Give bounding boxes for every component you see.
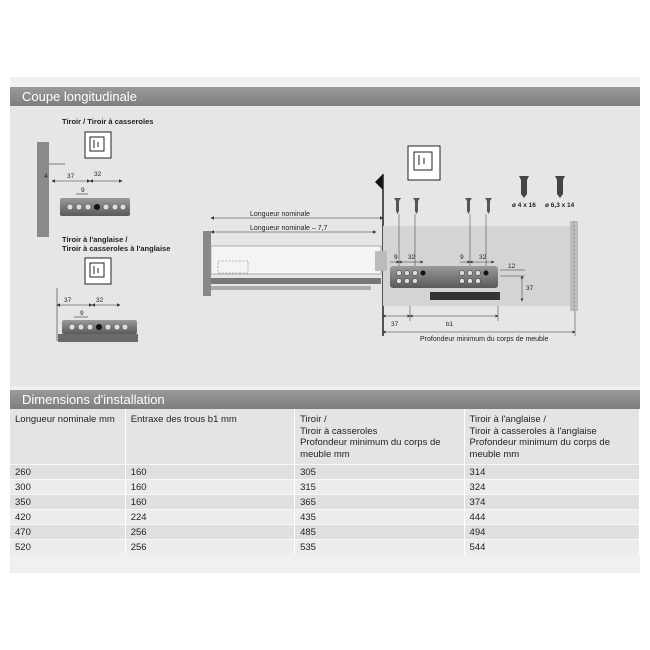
installation-table	[10, 409, 640, 554]
label-longueur-nominale: Longueur nominale	[250, 211, 310, 218]
dim-12: 12	[508, 263, 516, 270]
header-line: Profondeur minimum du corps de	[300, 437, 441, 448]
drawing-svg	[10, 106, 640, 386]
header-line: Profondeur minimum du corps de	[469, 437, 610, 448]
drawer-side	[211, 246, 381, 274]
header-line: Tiroir à l'anglaise /	[469, 414, 546, 425]
column-header-longueur	[10, 409, 125, 465]
cabinet-bracket	[390, 266, 498, 288]
table-cell: 160	[125, 495, 294, 510]
screw-icon	[394, 198, 492, 214]
table-row	[10, 480, 640, 495]
table-cell: 315	[295, 480, 464, 495]
label-longueur-nominale-77: Longueur nominale – 7,7	[250, 225, 328, 232]
table-cell: 160	[125, 465, 294, 480]
label-tiroir: Tiroir / Tiroir à casseroles	[62, 117, 154, 126]
label-anglaise-2: Tiroir à casseroles à l'anglaise	[62, 244, 171, 253]
dim-b1: b1	[446, 321, 454, 328]
header-line: meuble mm	[300, 448, 350, 460]
header-line: Entraxe des trous b1 mm	[130, 414, 237, 425]
dim-37-main-v: 37	[526, 285, 534, 292]
table-cell: 435	[295, 510, 464, 525]
table-header-row	[10, 409, 640, 465]
table-cell: 365	[295, 495, 464, 510]
section-title: Dimensions d'installation	[22, 392, 165, 407]
dim-32-main-b: 32	[479, 254, 487, 261]
label-anglaise-1: Tiroir à l'anglaise /	[62, 235, 128, 244]
table-cell: 420	[10, 510, 125, 525]
table-row	[10, 525, 640, 540]
side-panel	[37, 142, 49, 237]
table-cell: 160	[125, 480, 294, 495]
table-cell: 535	[295, 540, 464, 555]
column-header-tiroir	[295, 409, 464, 465]
table-cell: 470	[10, 525, 125, 540]
dim-9-a: 9	[81, 187, 85, 194]
column-header-anglaise	[464, 409, 639, 465]
table-cell: 444	[464, 510, 639, 525]
screw-icon	[519, 176, 565, 198]
dim-9-main: 9	[394, 254, 398, 261]
table-cell: 485	[295, 525, 464, 540]
label-profondeur: Profondeur minimum du corps de meuble	[420, 336, 549, 343]
column-header-entraxe	[125, 409, 294, 465]
cabinet-icon-main	[408, 146, 440, 180]
dim-9-main-b: 9	[460, 254, 464, 261]
dim-32-b: 32	[96, 297, 104, 304]
section-header-longitudinal	[10, 87, 640, 106]
screw-size-2: ø 6,3 x 14	[545, 202, 575, 209]
dim-4: 4	[44, 173, 48, 180]
table-cell: 314	[464, 465, 639, 480]
dim-32-main-a: 32	[408, 254, 416, 261]
section-title: Coupe longitudinale	[22, 89, 137, 104]
screw-size-1: ø 4 x 16	[512, 202, 536, 209]
header-line: Longueur nominale mm	[15, 414, 115, 425]
table-cell: 256	[125, 540, 294, 555]
dim-37-a: 37	[67, 173, 75, 180]
cabinet-icon	[85, 132, 111, 158]
header-line: Tiroir à casseroles à l'anglaise	[469, 425, 597, 437]
table-cell: 224	[125, 510, 294, 525]
table-cell: 374	[464, 495, 639, 510]
drawer-front	[203, 231, 211, 296]
technical-drawing	[10, 106, 640, 386]
table-cell: 520	[10, 540, 125, 555]
dim-37-b: 37	[64, 297, 72, 304]
table-cell: 324	[464, 480, 639, 495]
table-row	[10, 540, 640, 555]
table-row	[10, 510, 640, 525]
cabinet-icon	[85, 258, 111, 284]
header-line: Tiroir à casseroles	[300, 425, 378, 437]
runner-rail	[211, 278, 381, 284]
table-row	[10, 465, 640, 480]
table-cell: 260	[10, 465, 125, 480]
table-cell: 544	[464, 540, 639, 555]
dim-9-b: 9	[80, 310, 84, 317]
table-cell: 305	[295, 465, 464, 480]
header-line: meuble mm	[469, 448, 520, 460]
table-cell: 256	[125, 525, 294, 540]
dim-32-a: 32	[94, 171, 102, 178]
table-cell: 300	[10, 480, 125, 495]
table-cell: 350	[10, 495, 125, 510]
direction-arrow	[375, 174, 383, 190]
table-row	[10, 495, 640, 510]
dim-37-main-h: 37	[391, 321, 399, 328]
header-line: Tiroir /	[300, 414, 327, 425]
table-cell: 494	[464, 525, 639, 540]
section-header-installation	[10, 390, 640, 409]
